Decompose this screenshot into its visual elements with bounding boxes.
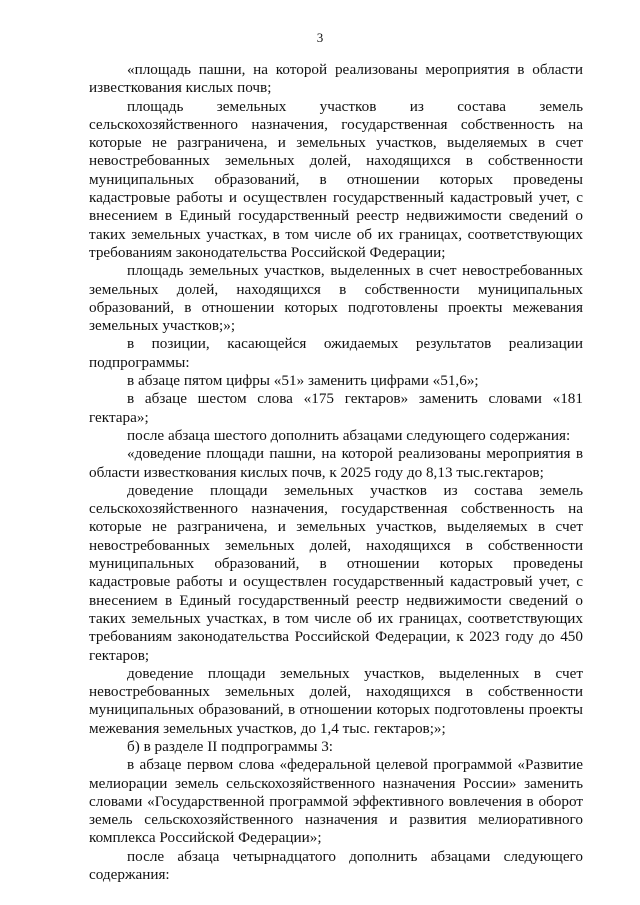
paragraph: после абзаца шестого дополнить абзацами следующего содержания: xyxy=(127,426,571,444)
paragraph: площадь земельных участков, выделенных в счет невостребованных земельных долей, находящихся в собственности муниципальных образований, в отношении которых подготовлены проекты межевания земельных участков;»; xyxy=(89,262,583,335)
paragraph: «доведение площади пашни, на которой реализованы мероприятия в области известкования кислых почв, к 2025 году до 8,13 тыс.гектаров; xyxy=(89,445,583,481)
paragraph: доведение площади земельных участков из состава земель сельскохозяйственного назначения, государственная собственность на которые не разграничена, и земельных участков, выделяемых в счет невостребованных земельных долей, находящихся в собственности муниципальных образований, в отношении которых проведены кадастровые работы и осуществлен государственный кадастровый учет, с внесением в Единый государственный реестр недвижимости сведений о таких земельных участках, в том числе об их границах, соответствующих требованиям законодательства Российской Федерации, к 2023 году до 450 гектаров; xyxy=(89,481,583,664)
page-number: 3 xyxy=(316,30,324,45)
paragraph: в позиции, касающейся ожидаемых результатов реализации подпрограммы: xyxy=(89,335,583,371)
paragraph: площадь земельных участков из состава земель сельскохозяйственного назначения, государственная собственность на которые не разграничена, и земельных участков, выделяемых в счет невостребованных земельных долей, находящихся в собственности муниципальных образований, в отношении которых проведены кадастровые работы и осуществлен государственный кадастровый учет, с внесением в Единый государственный реестр недвижимости сведений о таких земельных участках, в том числе об их границах, соответствующих требованиям законодательства Российской Федерации; xyxy=(89,97,583,261)
paragraph: в абзаце первом слова «федеральной целевой программой «Развитие мелиорации земель сельскохозяйственного назначения России» заменить словами «Государственной программой эффективного вовлечения в оборот земель сельскохозяйственного назначения и развития мелиоративного комплекса Российской Федерации»; xyxy=(89,756,583,847)
document-body xyxy=(89,61,583,884)
paragraph: после абзаца четырнадцатого дополнить абзацами следующего содержания: xyxy=(89,847,583,884)
paragraph: в абзаце шестом слова «175 гектаров» заменить словами «181 гектара»; xyxy=(89,390,583,426)
paragraph: б) в разделе II подпрограммы 3: xyxy=(127,737,334,755)
paragraph: доведение площади земельных участков, выделенных в счет невостребованных земельных долей, находящихся в собственности муниципальных образований, в отношении которых подготовлены проекты межевания земельных участков, до 1,4 тыс. гектаров;»; xyxy=(89,664,583,737)
paragraph: «площадь пашни, на которой реализованы мероприятия в области известкования кислых почв; xyxy=(89,61,583,97)
paragraph: в абзаце пятом цифры «51» заменить цифрами «51,6»; xyxy=(127,372,479,390)
